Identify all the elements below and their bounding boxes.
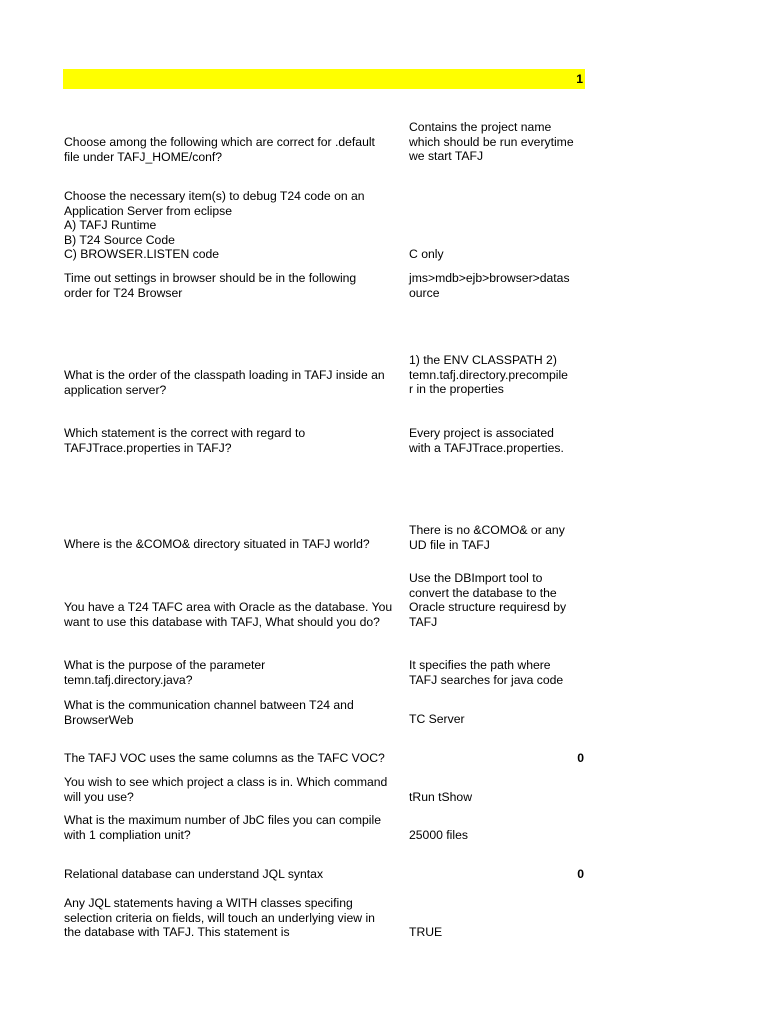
question-14: Any JQL statements having a WITH classes specifing selection criteria on fields, will touch an underlying view in the database with TAFJ. This statement is: [64, 896, 375, 940]
answer-11: tRun tShow: [409, 790, 473, 804]
question-9: What is the communication channel batween T24 and BrowserWeb: [64, 698, 354, 727]
answer-9: TC Server: [409, 712, 465, 726]
question-8: What is the purpose of the parameter temn.tafj.directory.java?: [64, 658, 266, 687]
answer-4: 1) the ENV CLASSPATH 2) temn.tafj.directory.precompile r in the properties: [409, 353, 568, 397]
header-banner: [63, 69, 585, 89]
answer-10: 0: [577, 751, 584, 765]
question-11: You wish to see which project a class is in. Which command will you use?: [64, 775, 388, 804]
question-7: You have a T24 TAFC area with Oracle as the database. You want to use this database with TAFJ, What should you do?: [64, 600, 393, 629]
question-4: What is the order of the classpath loading in TAFJ inside an application server?: [64, 368, 385, 397]
question-6: Where is the &COMO& directory situated in TAFJ world?: [64, 537, 370, 551]
question-13: Relational database can understand JQL syntax: [64, 867, 324, 881]
answer-13: 0: [577, 867, 584, 881]
answer-1: Contains the project name which should be run everytime we start TAFJ: [409, 120, 574, 164]
answer-7: Use the DBImport tool to convert the database to the Oracle structure requiresd by TAFJ: [409, 571, 567, 629]
question-5: Which statement is the correct with regard to TAFJTrace.properties in TAFJ?: [64, 426, 306, 455]
question-10: The TAFJ VOC uses the same columns as the TAFC VOC?: [64, 751, 385, 765]
answer-2: C only: [409, 247, 444, 261]
question-12: What is the maximum number of JbC files you can compile with 1 compliation unit?: [64, 813, 381, 842]
answer-5: Every project is associated with a TAFJTrace.properties.: [409, 426, 564, 455]
answer-14: TRUE: [409, 925, 443, 939]
answer-12: 25000 files: [409, 828, 468, 842]
answer-3: jms>mdb>ejb>browser>datas ource: [409, 271, 570, 300]
answer-6: There is no &COMO& or any UD file in TAFJ: [409, 523, 565, 552]
question-1: Choose among the following which are correct for .default file under TAFJ_HOME/conf?: [64, 135, 375, 164]
answer-8: It specifies the path where TAFJ searches for java code: [409, 658, 564, 687]
question-2: Choose the necessary item(s) to debug T24 code on an Application Server from eclipse A) TAFJ Runtime B) T24 Source Code C) BROWSER.LISTEN code: [64, 189, 365, 262]
header-number: 1: [576, 72, 583, 86]
question-3: Time out settings in browser should be in the following order for T24 Browser: [64, 271, 357, 300]
